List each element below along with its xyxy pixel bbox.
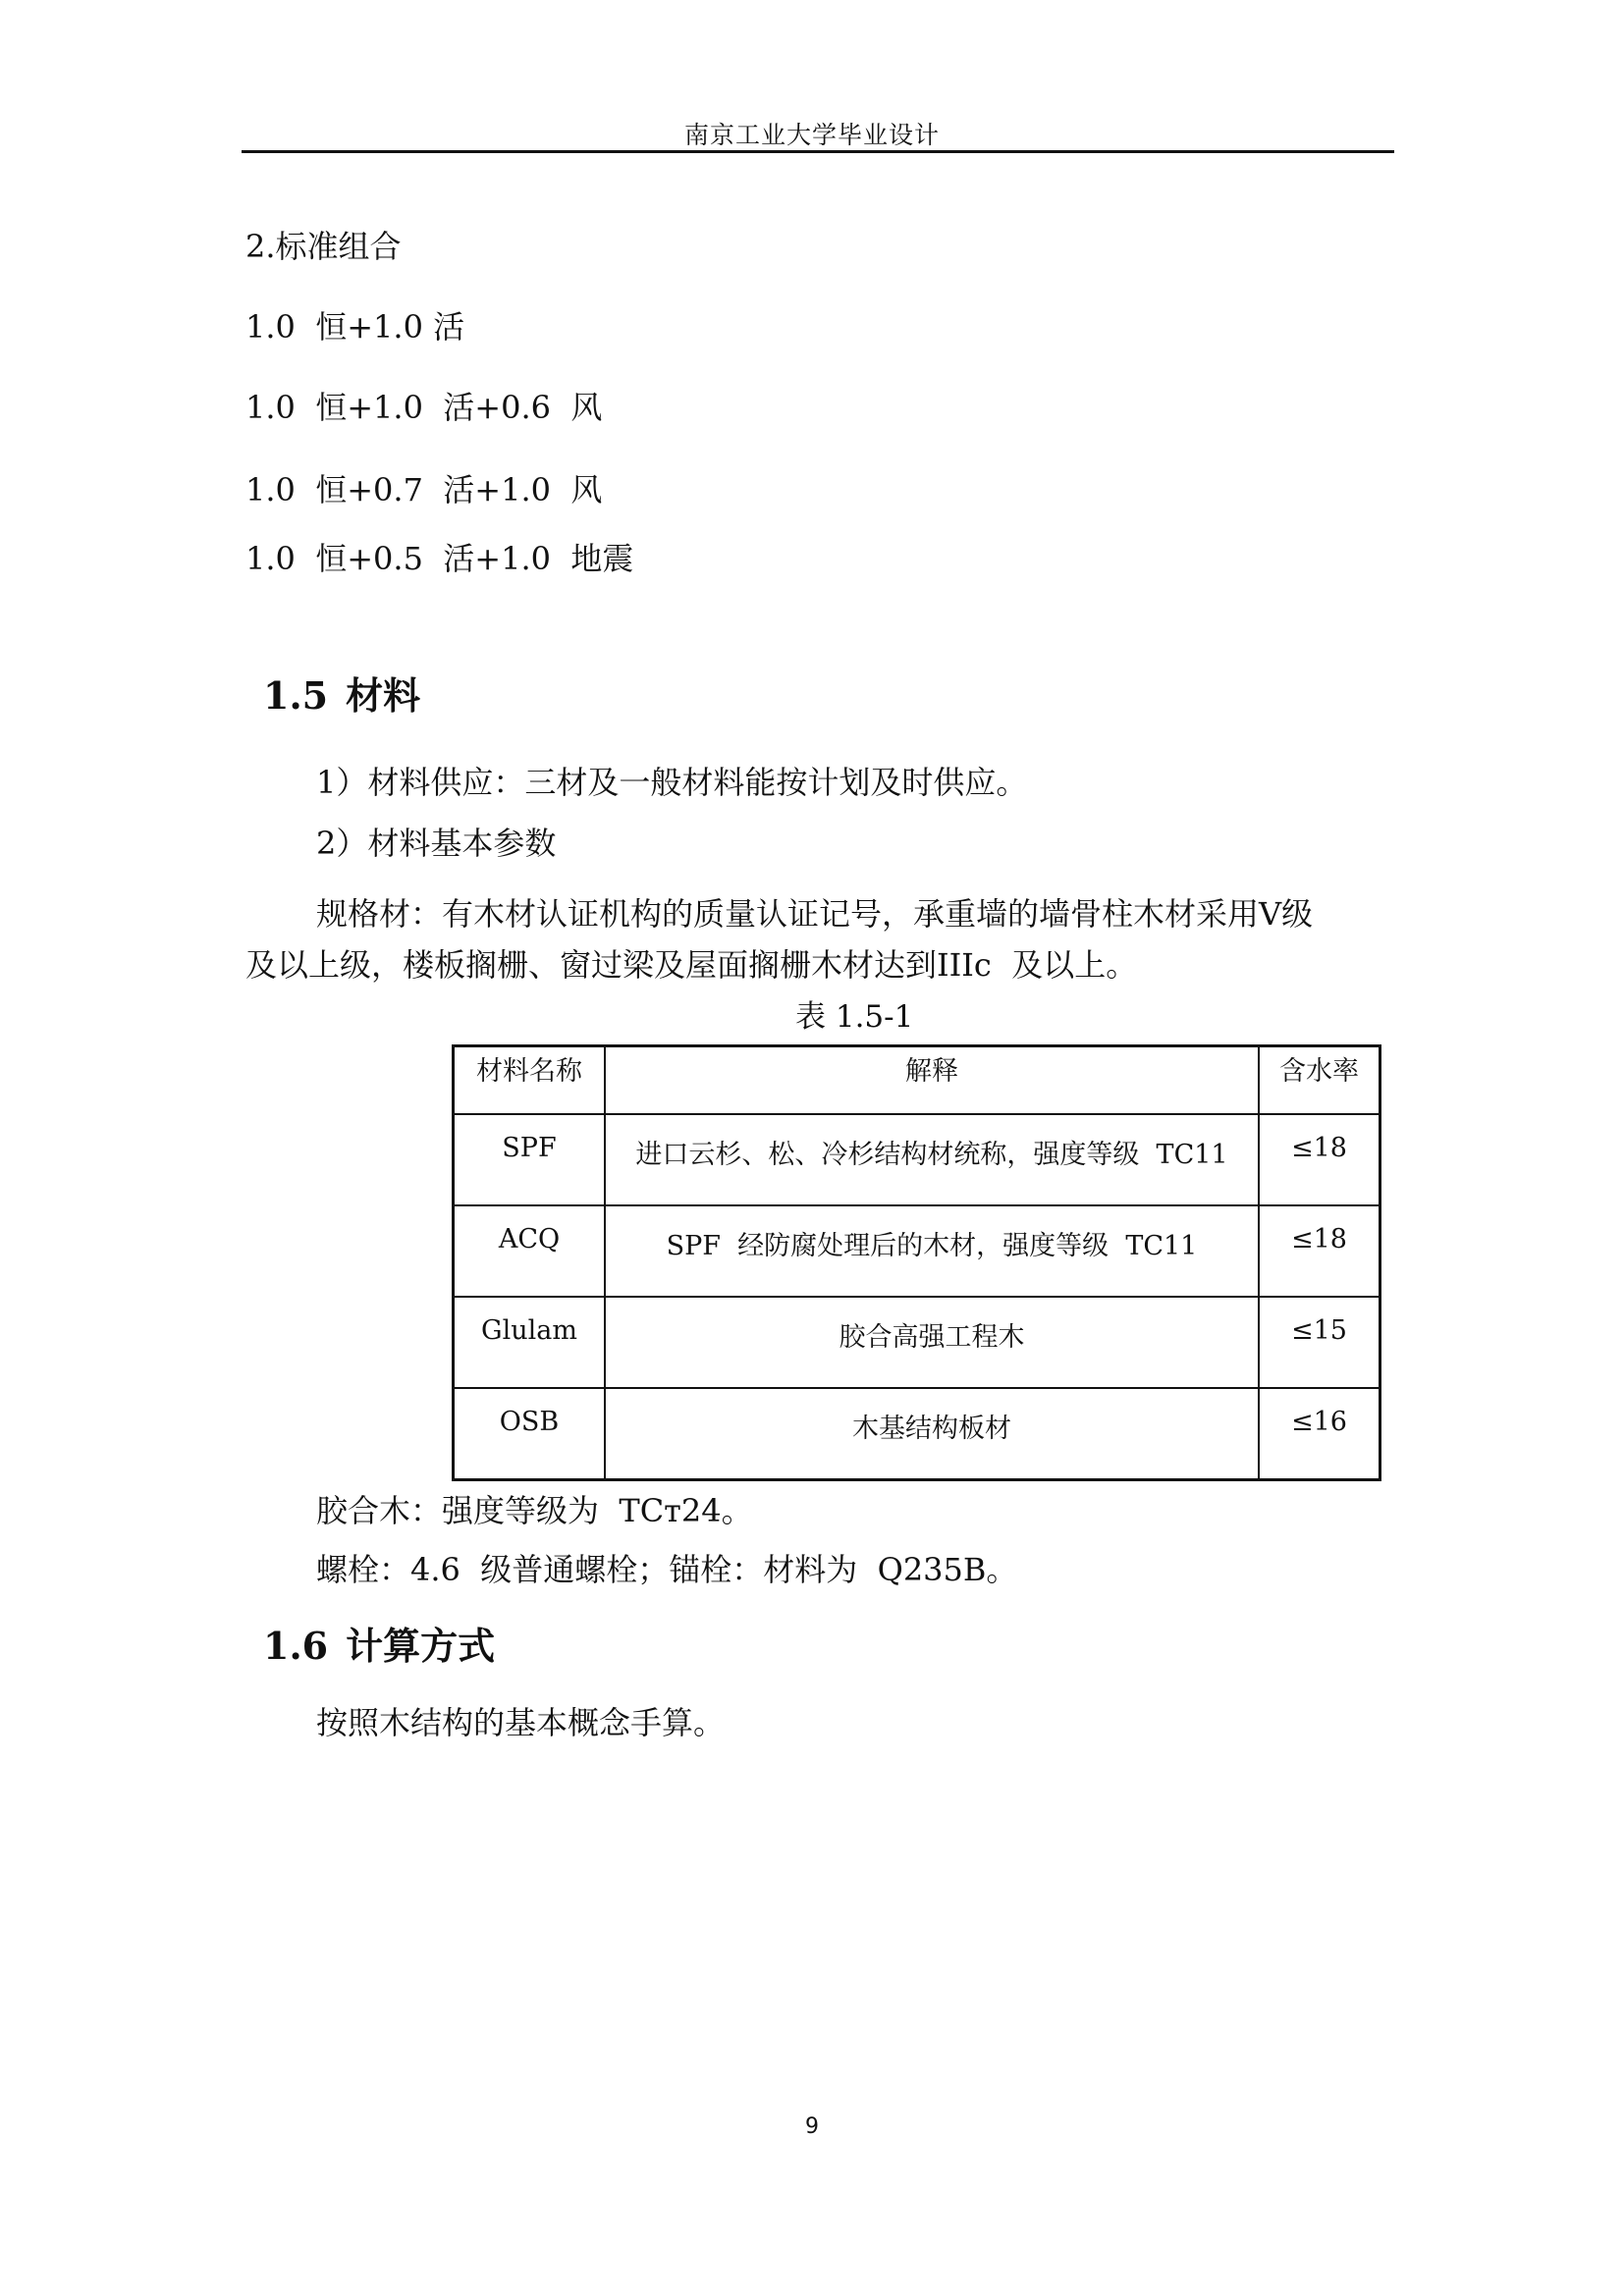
combination-title: 2.标准组合	[245, 228, 402, 265]
materials-item-2: 2）材料基本参数	[316, 825, 557, 862]
section-heading-materials	[263, 666, 420, 720]
materials-item-1: 1）材料供应：三材及一般材料能按计划及时供应。	[316, 764, 1028, 801]
combination-line-4: 1.0 恒+0.5 活+1.0 地震	[245, 540, 634, 577]
table-cell-description: 胶合高强工程木	[605, 1297, 1259, 1388]
table-cell-moisture: ≤16	[1259, 1388, 1380, 1480]
table-header-row	[454, 1046, 1380, 1114]
table-cell-description: SPF 经防腐处理后的木材，强度等级 TC11	[605, 1205, 1259, 1297]
table-cell-moisture: ≤18	[1259, 1205, 1380, 1297]
table-cell-material: ACQ	[454, 1205, 606, 1297]
table-cell-material: SPF	[454, 1114, 606, 1205]
table-cell-description: 木基结构板材	[605, 1388, 1259, 1480]
header-rule	[242, 150, 1394, 153]
table-cell-moisture: ≤15	[1259, 1297, 1380, 1388]
table-cell-description: 进口云杉、松、冷杉结构材统称，强度等级 TC11	[605, 1114, 1259, 1205]
materials-paragraph-line-1: 规格材：有木材认证机构的质量认证记号，承重墙的墙骨柱木材采用V级	[316, 895, 1314, 933]
table-header-cell: 材料名称	[454, 1046, 606, 1114]
table-cell-material: OSB	[454, 1388, 606, 1480]
materials-paragraph-line-2: 及以上级，楼板搁栅、窗过梁及屋面搁栅木材达到IIIc 及以上。	[245, 946, 1138, 984]
bolt-note: 螺栓：4.6 级普通螺栓；锚栓：材料为 Q235B。	[316, 1551, 1018, 1588]
combination-line-3: 1.0 恒+0.7 活+1.0 风	[245, 471, 603, 508]
materials-table	[452, 1044, 1381, 1481]
combination-line-1: 1.0 恒+1.0 活	[245, 308, 465, 346]
section-number: 1.5	[263, 673, 329, 718]
section-title: 计算方式	[346, 1625, 496, 1668]
section-number: 1.6	[263, 1624, 329, 1668]
section-heading-calculation	[263, 1616, 495, 1670]
page-number: 9	[805, 2114, 819, 2139]
glulam-note: 胶合木：强度等级为 TCт24。	[316, 1492, 753, 1529]
table-row	[454, 1205, 1380, 1297]
table-row	[454, 1297, 1380, 1388]
table-header-cell: 解释	[605, 1046, 1259, 1114]
table-cell-material: Glulam	[454, 1297, 606, 1388]
table-caption: 表 1.5-1	[795, 999, 914, 1035]
table-row	[454, 1388, 1380, 1480]
section-title: 材料	[346, 674, 421, 718]
table-cell-moisture: ≤18	[1259, 1114, 1380, 1205]
calculation-text: 按照木结构的基本概念手算。	[316, 1704, 726, 1741]
combination-line-2: 1.0 恒+1.0 活+0.6 风	[245, 389, 603, 426]
page-header-title: 南京工业大学毕业设计	[683, 121, 940, 149]
table-header-cell: 含水率	[1259, 1046, 1380, 1114]
table-row	[454, 1114, 1380, 1205]
